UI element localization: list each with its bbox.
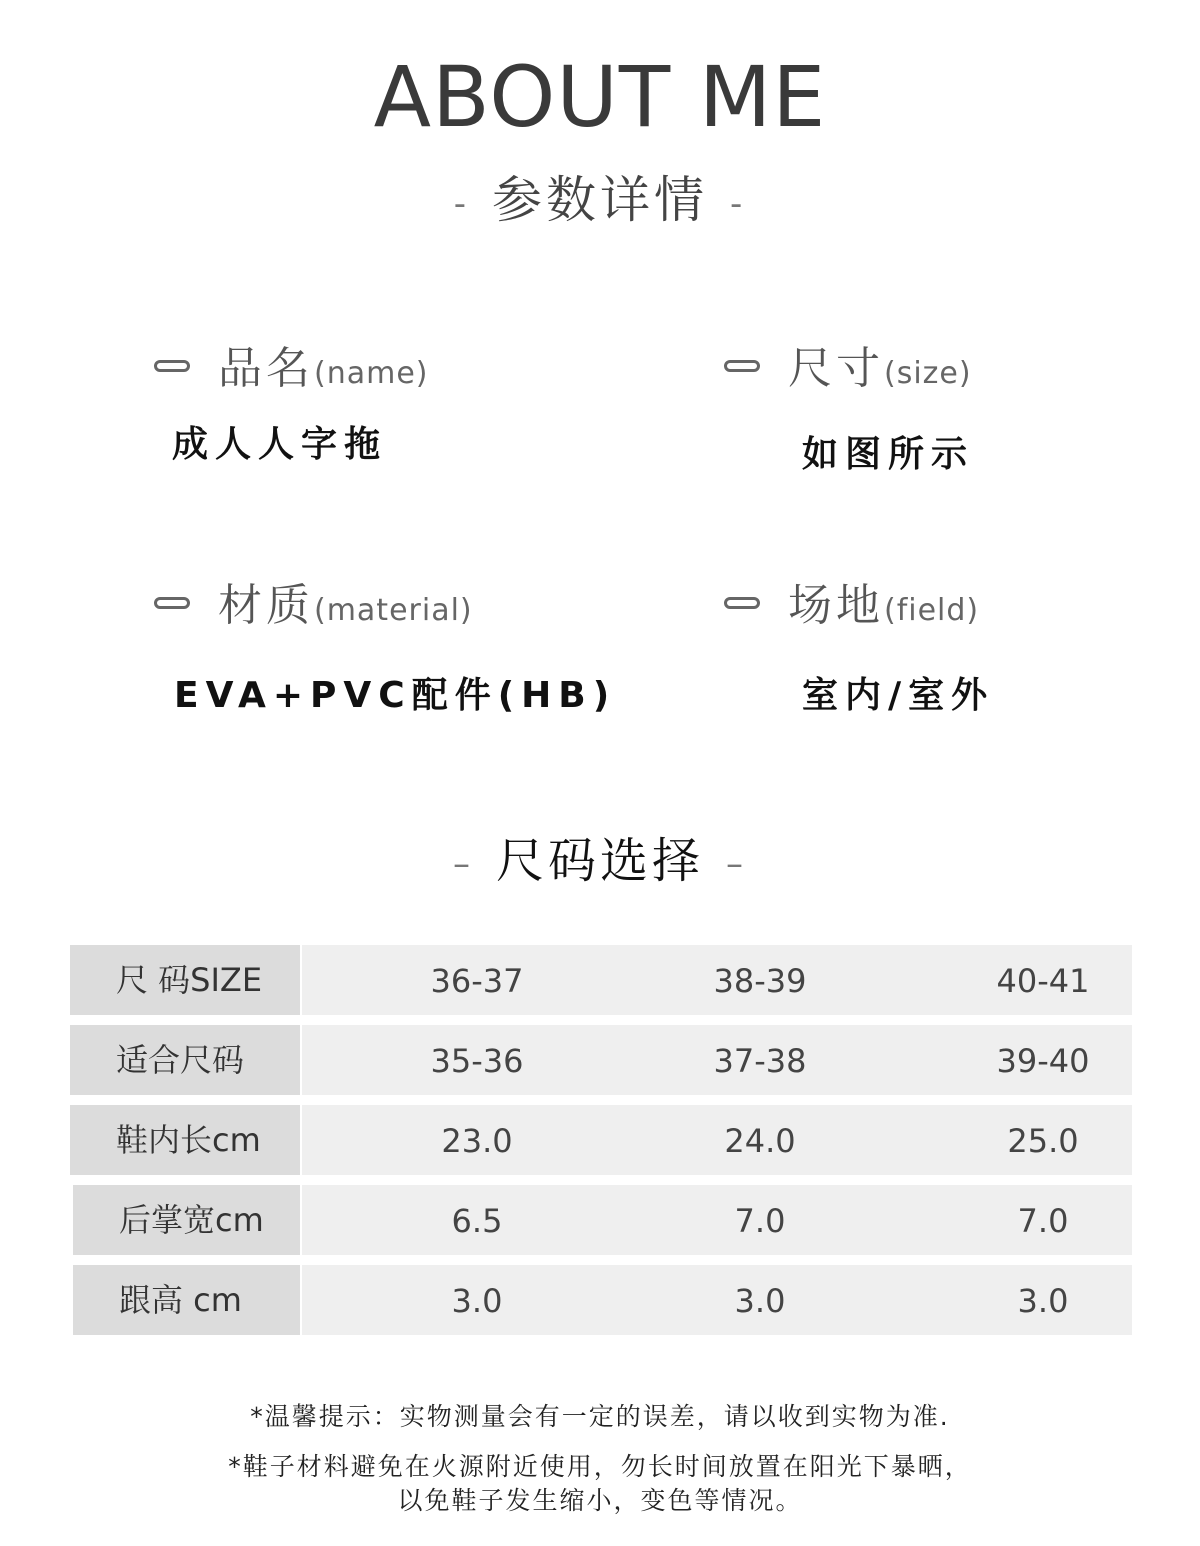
size-section-title [0, 822, 1200, 891]
row-cells [302, 1105, 1132, 1175]
table-cell: 37-38 [713, 1042, 807, 1080]
note-care-line1: *鞋子材料避免在火源附近使用，勿长时间放置在阳光下暴晒， [228, 1452, 972, 1481]
row-cells [302, 945, 1132, 1015]
note-measurement: *温馨提示：实物测量会有一定的误差，请以收到实物为准. [250, 1402, 950, 1431]
param-value: EVA+PVC配件(HB) [174, 675, 617, 716]
row-header: 尺 码SIZE [70, 945, 300, 1015]
table-cell: 6.5 [451, 1202, 503, 1240]
pill-icon [154, 597, 190, 609]
table-cell: 23.0 [441, 1122, 513, 1160]
note-care-line2: 以免鞋子发生缩小，变色等情况。 [397, 1486, 803, 1515]
subtitle-dash-right: - [730, 183, 747, 224]
param-value: 如图所示 [802, 434, 975, 475]
table-row-heel-height [70, 1265, 1132, 1335]
table-cell: 39-40 [996, 1042, 1090, 1080]
param-label: 场地(field) [788, 580, 980, 631]
table-cell: 24.0 [724, 1122, 796, 1160]
param-value: 室内/室外 [802, 675, 995, 716]
row-header: 适合尺码 [70, 1025, 300, 1095]
table-row-fit [70, 1025, 1132, 1095]
row-cells [302, 1185, 1132, 1255]
param-label: 尺寸(size) [788, 343, 972, 394]
notes [0, 1400, 1200, 1518]
param-label: 品名(name) [218, 343, 429, 394]
subtitle-text: 参数详情 [492, 171, 708, 229]
pill-icon [724, 597, 760, 609]
table-cell: 36-37 [430, 962, 524, 1000]
section-title-text: 尺码选择 [495, 833, 704, 889]
table-cell: 7.0 [1017, 1202, 1069, 1240]
table-cell: 40-41 [996, 962, 1090, 1000]
size-table [70, 945, 1132, 1345]
table-row-inner-length [70, 1105, 1132, 1175]
param-label: 材质(material) [218, 580, 473, 631]
row-cells [302, 1025, 1132, 1095]
table-cell: 38-39 [713, 962, 807, 1000]
pill-icon [724, 360, 760, 372]
table-row-heel-width [70, 1185, 1132, 1255]
param-value: 成人人字拖 [172, 424, 388, 465]
table-cell: 25.0 [1007, 1122, 1079, 1160]
row-header: 后掌宽cm [73, 1185, 300, 1255]
table-row-size [70, 945, 1132, 1015]
section-dash-right: – [726, 844, 747, 884]
table-cell: 3.0 [734, 1282, 786, 1320]
row-cells [302, 1265, 1132, 1335]
pill-icon [154, 360, 190, 372]
table-cell: 3.0 [1017, 1282, 1069, 1320]
page-title: ABOUT ME [373, 48, 827, 146]
section-dash-left: – [452, 844, 474, 884]
page-subtitle [0, 160, 1200, 232]
table-cell: 3.0 [451, 1282, 503, 1320]
row-header: 跟高 cm [73, 1265, 300, 1335]
table-cell: 35-36 [430, 1042, 524, 1080]
subtitle-dash-left: - [453, 183, 470, 224]
row-header: 鞋内长cm [70, 1105, 300, 1175]
table-cell: 7.0 [734, 1202, 786, 1240]
